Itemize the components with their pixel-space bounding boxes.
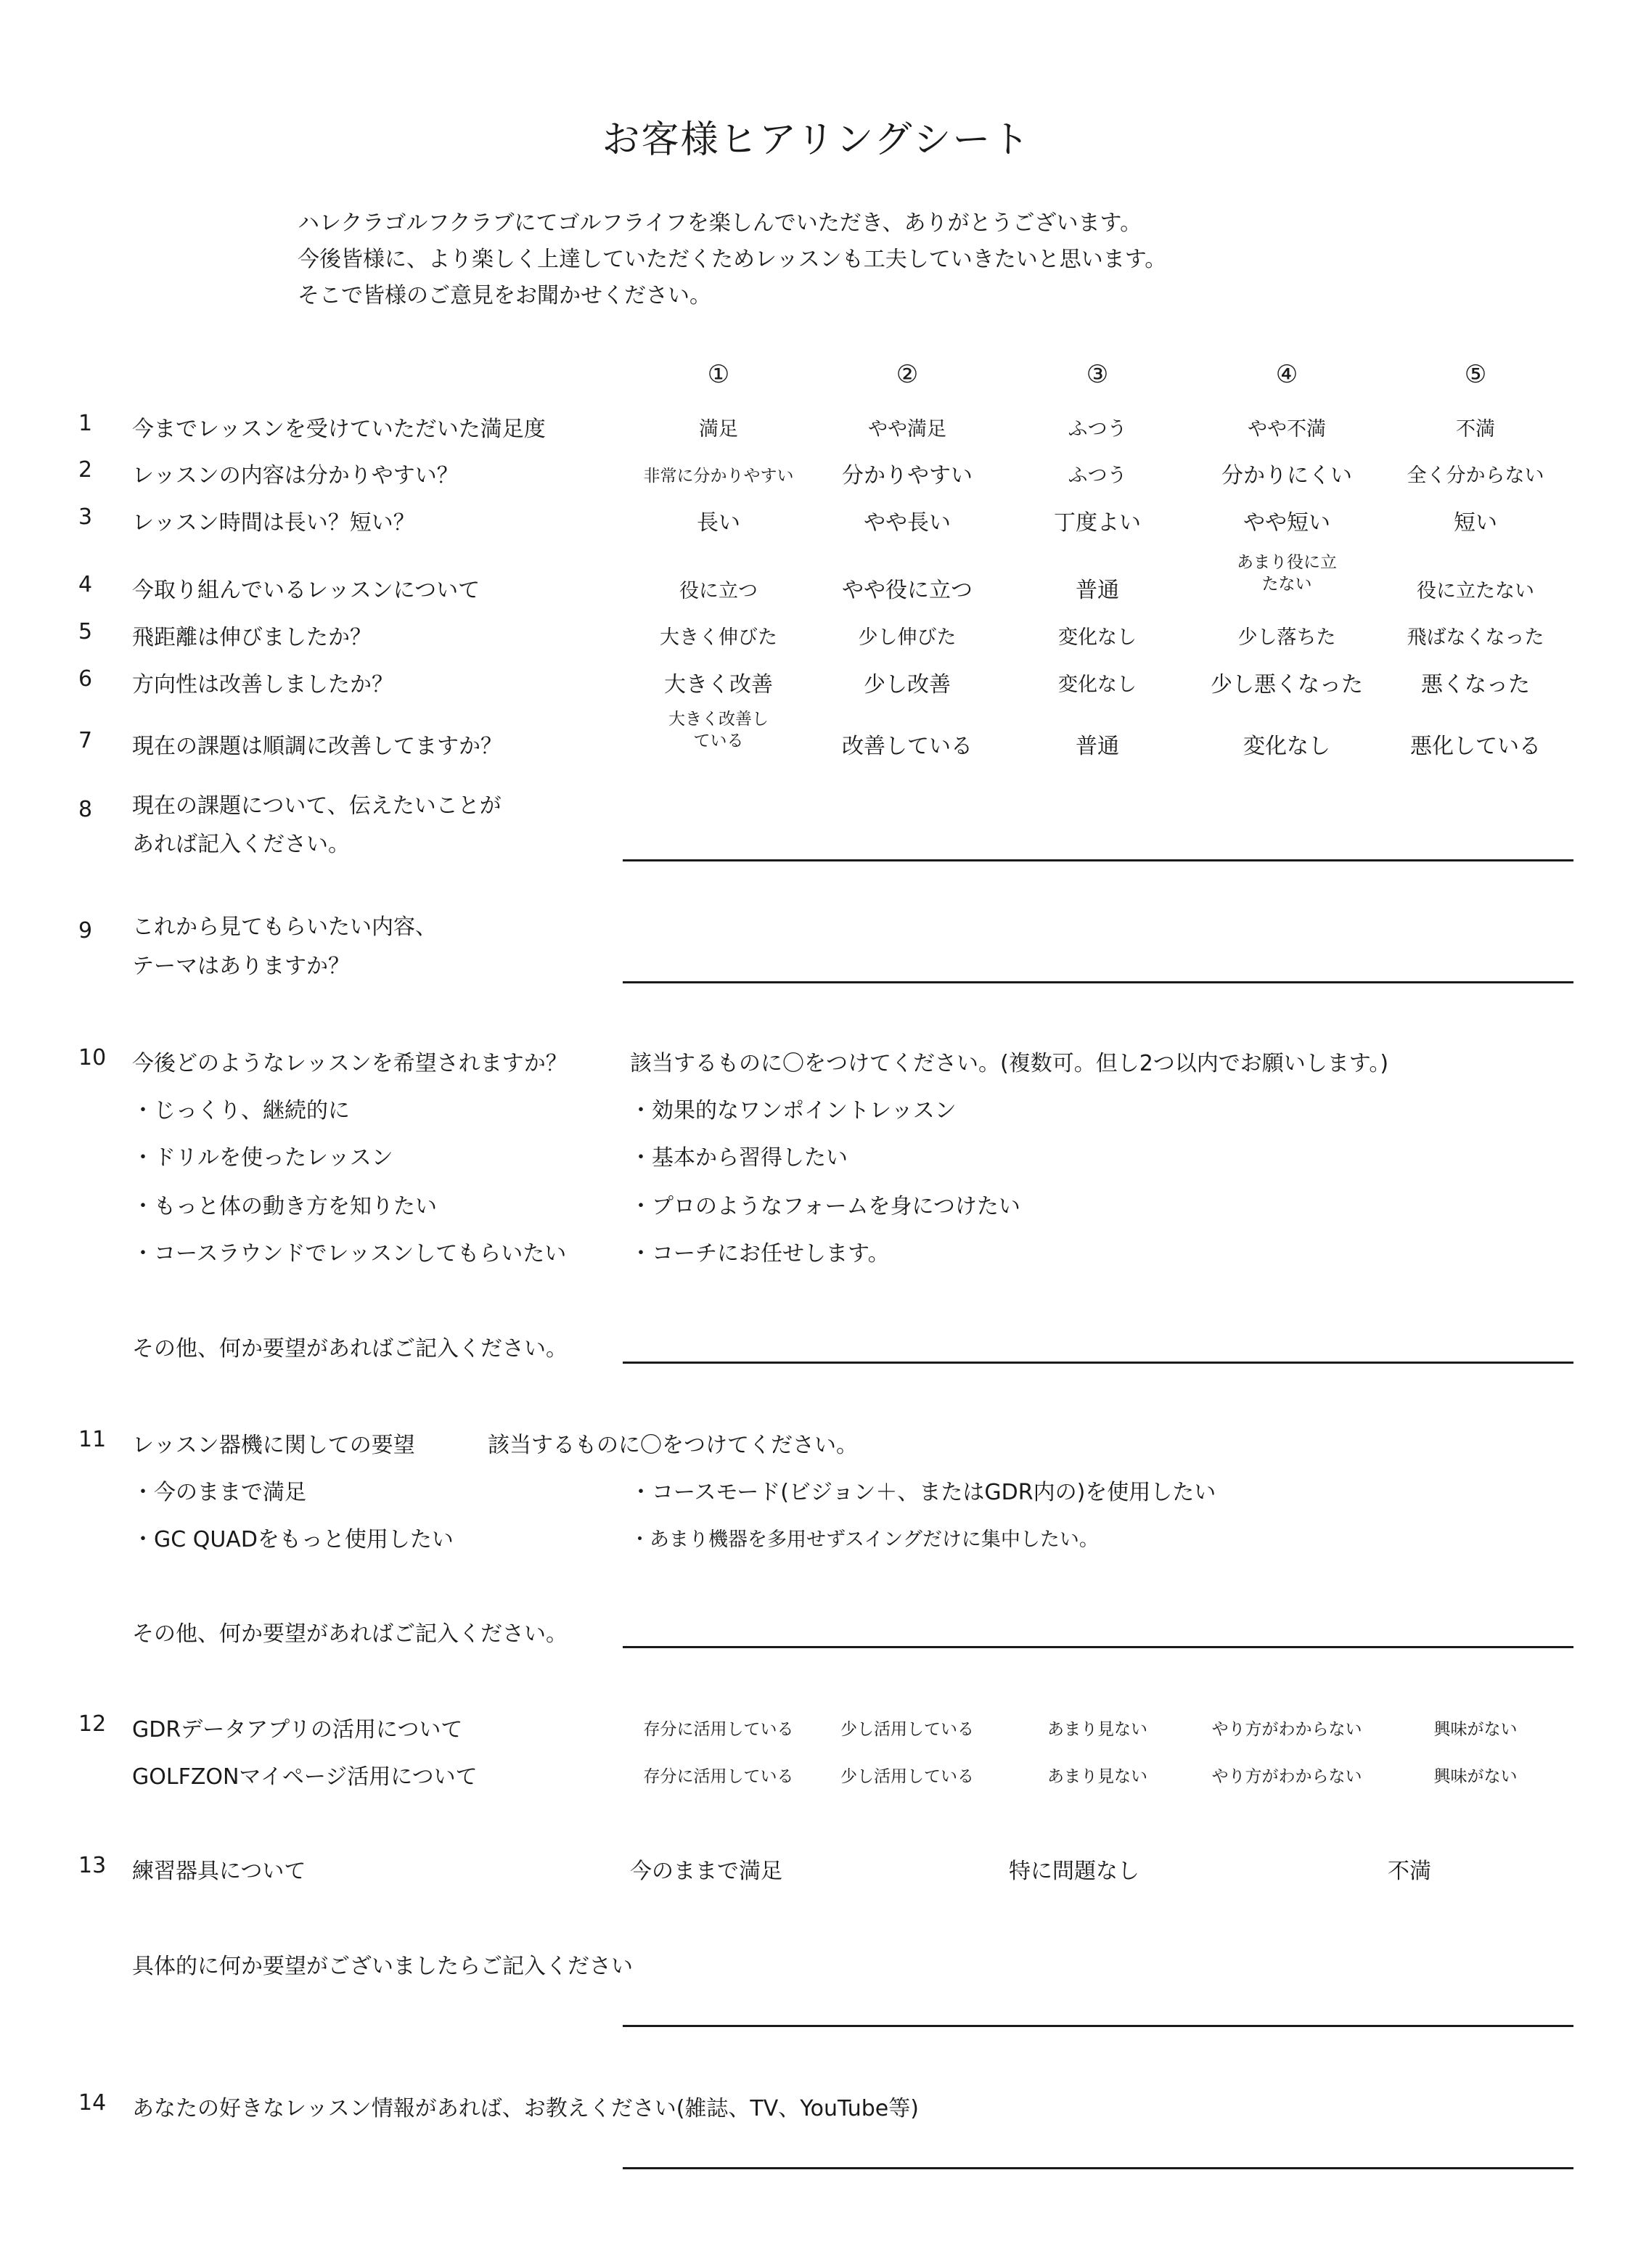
- question-number: 13: [78, 1853, 107, 1878]
- answer-option[interactable]: 不満: [1388, 1859, 1431, 1884]
- question-text: 今取り組んでいるレッスンについて: [132, 578, 480, 603]
- choice-option[interactable]: ・じっくり、継続的に: [132, 1098, 350, 1123]
- choice-option[interactable]: ・GC QUADをもっと使用したい: [132, 1527, 454, 1552]
- scale-header-1: ①: [707, 360, 730, 389]
- question-text: GDRデータアプリの活用について: [132, 1717, 463, 1743]
- choice-option[interactable]: ・コースモード(ビジョン＋、またはGDR内の)を使用したい: [630, 1480, 1216, 1505]
- answer-option[interactable]: 普通: [1076, 578, 1119, 603]
- answer-option[interactable]: 少し悪くなった: [1211, 672, 1363, 697]
- question-text: 方向性は改善しましたか？: [132, 672, 393, 697]
- answer-option[interactable]: 今のままで満足: [630, 1859, 782, 1884]
- answer-option[interactable]: 長い: [697, 510, 740, 536]
- choice-option[interactable]: ・今のままで満足: [132, 1480, 306, 1505]
- answer-option[interactable]: 不満: [1456, 418, 1495, 441]
- question-text: 今後どのようなレッスンを希望されますか？: [132, 1051, 568, 1076]
- answer-line[interactable]: [623, 1362, 1573, 1364]
- answer-option[interactable]: やや役に立つ: [842, 578, 973, 603]
- answer-option[interactable]: やや不満: [1248, 418, 1326, 441]
- answer-line[interactable]: [623, 981, 1573, 983]
- answer-option[interactable]: 悪化している: [1410, 734, 1541, 759]
- answer-option[interactable]: 変化なし: [1058, 674, 1137, 696]
- answer-option[interactable]: 役に立つ: [679, 580, 758, 602]
- intro-line-3: そこで皆様のご意見をお聞かせください。: [298, 283, 711, 308]
- question-text: GOLFZONマイページ活用について: [132, 1764, 478, 1790]
- answer-option[interactable]: 飛ばなくなった: [1407, 626, 1544, 649]
- answer-option[interactable]: やや長い: [864, 510, 951, 536]
- answer-option[interactable]: 全く分からない: [1407, 464, 1544, 487]
- answer-option[interactable]: 興味がない: [1433, 1767, 1518, 1786]
- instruction-text: 該当するものに〇をつけてください。(複数可。但し2つ以内でお願いします。): [630, 1051, 1389, 1076]
- answer-option[interactable]: 役に立たない: [1417, 580, 1534, 602]
- question-text: レッスン時間は長い？短い？: [132, 510, 415, 536]
- question-text: 現在の課題は順調に改善してますか？: [132, 734, 502, 759]
- choice-option[interactable]: ・ドリルを使ったレッスン: [132, 1145, 393, 1171]
- answer-option[interactable]: 大きく改善: [664, 672, 773, 697]
- answer-option[interactable]: あまり役に立たない: [1237, 553, 1337, 594]
- intro-line-1: ハレクラゴルフクラブにてゴルフライフを楽しんでいただき、ありがとうございます。: [298, 210, 1142, 236]
- question-number: 2: [78, 457, 93, 483]
- answer-option[interactable]: 悪くなった: [1421, 672, 1530, 697]
- answer-option[interactable]: 少し改善: [864, 672, 951, 697]
- answer-option[interactable]: やり方がわからない: [1211, 1767, 1362, 1786]
- answer-line[interactable]: [623, 859, 1573, 861]
- answer-option[interactable]: 特に問題なし: [1009, 1859, 1139, 1884]
- answer-option[interactable]: あまり見ない: [1047, 1767, 1147, 1786]
- question-number: 6: [78, 666, 93, 692]
- question-text-line-1: 現在の課題について、伝えたいことが: [132, 793, 502, 819]
- answer-option[interactable]: やや満足: [868, 418, 946, 441]
- answer-option[interactable]: やり方がわからない: [1211, 1720, 1362, 1739]
- question-number: 1: [78, 411, 93, 436]
- answer-option[interactable]: 大きく伸びた: [660, 626, 777, 649]
- question-number: 7: [78, 728, 93, 753]
- question-text: レッスンの内容は分かりやすい？: [132, 463, 459, 488]
- answer-option[interactable]: 短い: [1454, 510, 1497, 536]
- answer-option[interactable]: 少し伸びた: [858, 626, 957, 649]
- choice-option[interactable]: ・コーチにお任せします。: [630, 1241, 890, 1266]
- answer-option[interactable]: 少し落ちた: [1237, 626, 1336, 649]
- choice-option[interactable]: ・あまり機器を多用せずスイングだけに集中したい。: [630, 1528, 1099, 1551]
- answer-option[interactable]: 少し活用している: [840, 1767, 974, 1786]
- question-number: 5: [78, 619, 93, 644]
- answer-option[interactable]: 丁度よい: [1054, 510, 1141, 536]
- followup-label: 具体的に何か要望がございましたらご記入ください: [132, 1954, 633, 1979]
- answer-option[interactable]: 分かりにくい: [1221, 463, 1352, 488]
- question-text-line-2: テーマはありますか？: [132, 954, 350, 979]
- page-title: お客様ヒアリングシート: [602, 118, 1031, 162]
- answer-option[interactable]: ふつう: [1068, 418, 1127, 441]
- question-text: 練習器具について: [132, 1859, 306, 1884]
- question-text: 今までレッスンを受けていただいた満足度: [132, 417, 546, 442]
- question-text: レッスン器機に関しての要望: [132, 1433, 415, 1458]
- answer-option[interactable]: 興味がない: [1433, 1720, 1518, 1739]
- answer-option[interactable]: 非常に分かりやすい: [643, 467, 794, 486]
- answer-option[interactable]: ふつう: [1068, 464, 1127, 487]
- instruction-text: 該当するものに〇をつけてください。: [488, 1433, 858, 1458]
- answer-option[interactable]: 変化なし: [1058, 626, 1137, 649]
- question-text: あなたの好きなレッスン情報があれば、お教えください(雑誌、TV、YouTube等): [132, 2096, 919, 2121]
- answer-line[interactable]: [623, 2025, 1573, 2027]
- choice-option[interactable]: ・効果的なワンポイントレッスン: [630, 1098, 957, 1123]
- answer-option[interactable]: 改善している: [842, 734, 973, 759]
- answer-option[interactable]: 分かりやすい: [842, 463, 973, 488]
- scale-header-5: ⑤: [1464, 360, 1487, 389]
- choice-option[interactable]: ・コースラウンドでレッスンしてもらいたい: [132, 1241, 567, 1266]
- question-number: 8: [78, 797, 93, 822]
- answer-option[interactable]: 大きく改善している: [668, 710, 769, 750]
- answer-option[interactable]: 少し活用している: [840, 1720, 974, 1739]
- scale-header-3: ③: [1086, 360, 1109, 389]
- question-number: 10: [78, 1045, 107, 1070]
- question-number: 14: [78, 2090, 107, 2116]
- question-number: 3: [78, 504, 93, 530]
- question-number: 12: [78, 1711, 107, 1737]
- question-text-line-1: これから見てもらいたい内容、: [132, 914, 437, 940]
- question-text-line-2: あれば記入ください。: [132, 832, 350, 857]
- intro-line-2: 今後皆様に、より楽しく上達していただくためレッスンも工夫していきたいと思います。: [298, 247, 1167, 272]
- answer-line[interactable]: [623, 1646, 1573, 1648]
- scale-header-2: ②: [896, 360, 919, 389]
- question-text: 飛距離は伸びましたか？: [132, 625, 372, 650]
- other-request-label: その他、何か要望があればご記入ください。: [132, 1621, 568, 1647]
- choice-option[interactable]: ・プロのようなフォームを身につけたい: [630, 1194, 1020, 1219]
- question-number: 4: [78, 572, 93, 597]
- question-number: 11: [78, 1427, 107, 1452]
- answer-option[interactable]: 普通: [1076, 734, 1119, 759]
- question-number: 9: [78, 918, 93, 943]
- answer-option[interactable]: 満足: [699, 418, 738, 441]
- choice-option[interactable]: ・もっと体の動き方を知りたい: [132, 1194, 437, 1219]
- answer-option[interactable]: 存分に活用している: [643, 1767, 794, 1786]
- choice-option[interactable]: ・基本から習得したい: [630, 1145, 848, 1171]
- other-request-label: その他、何か要望があればご記入ください。: [132, 1336, 568, 1362]
- answer-option[interactable]: 存分に活用している: [643, 1720, 794, 1739]
- answer-option[interactable]: 変化なし: [1243, 734, 1330, 759]
- answer-option[interactable]: あまり見ない: [1047, 1720, 1147, 1739]
- answer-line[interactable]: [623, 2167, 1573, 2169]
- answer-option[interactable]: やや短い: [1243, 510, 1330, 536]
- scale-header-4: ④: [1275, 360, 1298, 389]
